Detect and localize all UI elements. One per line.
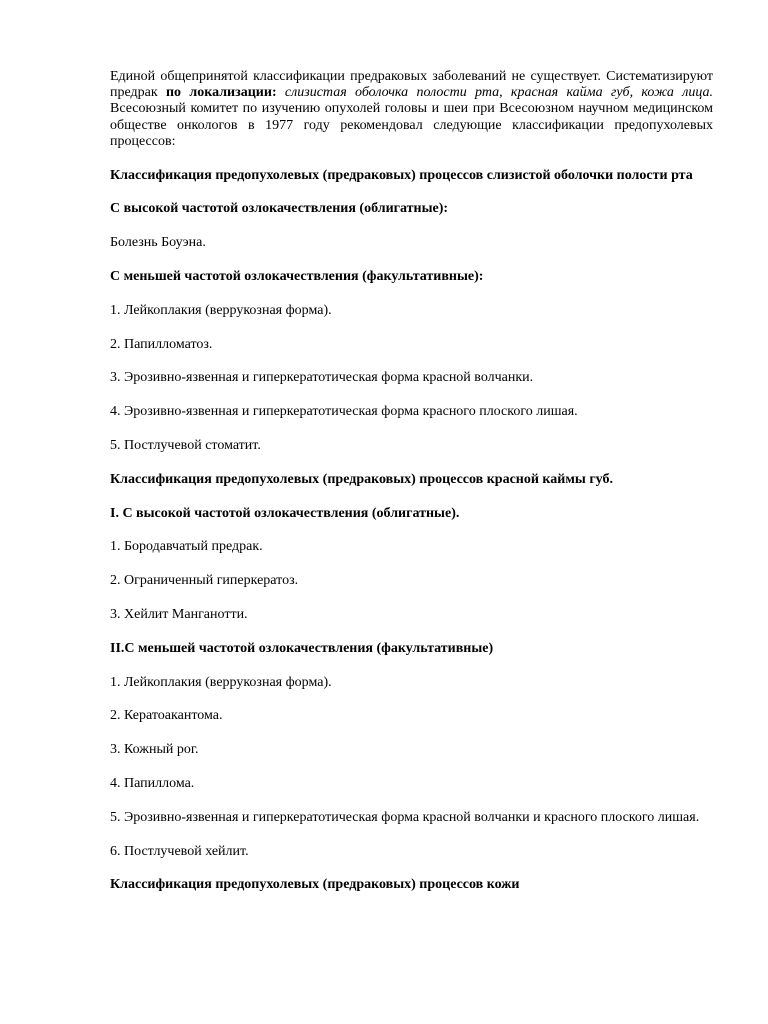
oral-low-item: 4. Эрозивно-язвенная и гиперкератотическая форма красного плоского лишая. — [110, 404, 578, 420]
intro-bold-label: по локализации: — [165, 85, 277, 101]
lips-high-heading: I. С высокой частотой озлокачествления (облигатные). — [110, 505, 460, 521]
oral-low-item: 2. Папилломатоз. — [110, 336, 213, 352]
oral-low-item: 5. Постлучевой стоматит. — [110, 437, 261, 453]
document-page — [110, 69, 713, 911]
lips-low-item: 3. Кожный рог. — [110, 742, 199, 758]
lips-low-item: 5. Эрозивно-язвенная и гиперкератотическая форма красной волчанки и красного плоского лишая. — [110, 809, 700, 825]
skin-section-heading: Классификация предопухолевых (предраковых) процессов кожи — [110, 877, 520, 893]
lips-low-item: 6. Постлучевой хейлит. — [110, 843, 249, 859]
lips-high-item: 2. Ограниченный гиперкератоз. — [110, 573, 299, 589]
oral-section-heading: Классификация предопухолевых (предраковых) процессов слизистой оболочки полости рта — [110, 167, 693, 183]
oral-low-item: 3. Эрозивно-язвенная и гиперкератотическая форма красной волчанки. — [110, 370, 534, 386]
oral-low-item: 1. Лейкоплакия (веррукозная форма). — [110, 302, 332, 318]
oral-low-heading: С меньшей частотой озлокачествления (факультативные): — [110, 269, 484, 284]
intro-lead: Единой общепринятой классификации предраковых заболеваний не существует. Систематизируют предрак — [110, 69, 713, 101]
oral-high-item: Болезнь Боуэна. — [110, 235, 206, 251]
lips-high-item: 3. Хейлит Манганотти. — [110, 606, 248, 622]
lips-low-item: 4. Папиллома. — [110, 775, 195, 791]
lips-low-item: 2. Кератоакантома. — [110, 708, 223, 724]
lips-high-item: 1. Бородавчатый предрак. — [110, 539, 263, 555]
intro-paragraph — [110, 69, 713, 150]
intro-rest: Всесоюзный комитет по изучению опухолей головы и шеи при Всесоюзном научном медицинском обществе онкологов в 1977 году рекомендовал следующие классификации предопухолевых процессов: — [110, 101, 713, 149]
lips-low-item: 1. Лейкоплакия (веррукозная форма). — [110, 674, 332, 690]
oral-high-heading: С высокой частотой озлокачествления (облигатные): — [110, 201, 449, 217]
lips-low-heading: II.С меньшей частотой озлокачествления (факультативные) — [110, 640, 494, 656]
intro-italic-items: слизистая оболочка полости рта, красная кайма губ, кожа лица. — [276, 85, 714, 101]
lips-section-heading: Классификация предопухолевых (предраковых) процессов красной каймы губ. — [110, 471, 613, 487]
